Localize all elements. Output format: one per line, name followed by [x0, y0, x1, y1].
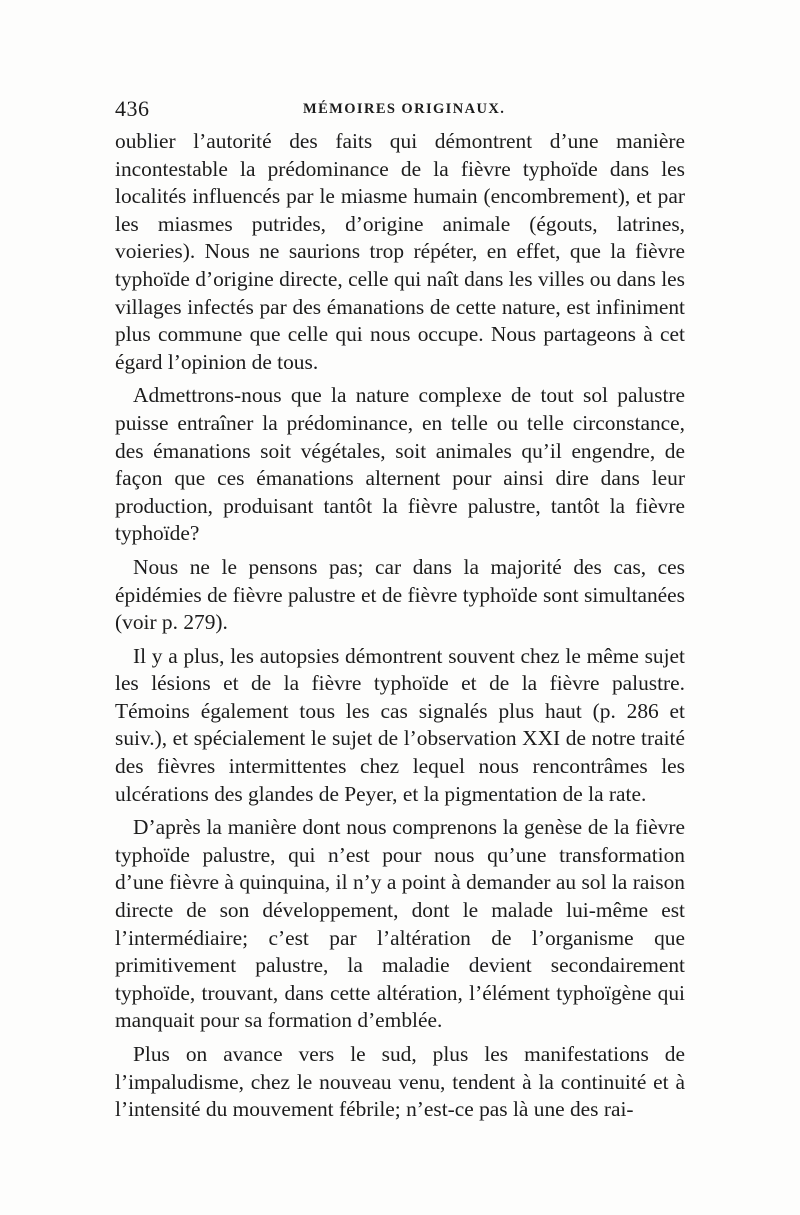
paragraph: oublier l’autorité des faits qui démontrent d’une manière incontestable la prédominance de la fièvre typhoïde dans les localités influencés par le miasme humain (encombrement), et par les miasmes putrides, d’origine animale (égouts, latrines, voieries). Nous ne saurions trop répéter, en effet, que la fièvre typhoïde d’origine directe, celle qui naît dans les villes ou dans les villages infectés par des émanations de cette nature, est infiniment plus commune que celle qui nous occupe. Nous partageons à cet égard l’opinion de tous.: [115, 129, 685, 374]
running-title: MÉMOIRES ORIGINAUX.: [303, 101, 506, 117]
paragraph: Plus on avance vers le sud, plus les manifestations de l’impaludisme, chez le nouveau venu, tendent à la continuité et à l’intensité du mouvement fébrile; n’est-ce pas là une des rai-: [115, 1042, 685, 1122]
paragraph: D’après la manière dont nous comprenons la genèse de la fièvre typhoïde palustre, qui n’est pour nous qu’une transformation d’une fièvre à quinquina, il n’y a point à demander au sol la raison directe de son développement, dont le malade lui-même est l’intermédiaire; c’est par l’altération de l’organisme que primitivement palustre, la maladie devient secondairement typhoïde, trouvant, dans cette altération, l’élément typhoïgène qui manquait pour sa formation d’emblée.: [115, 815, 685, 1033]
paragraph: Il y a plus, les autopsies démontrent souvent chez le même sujet les lésions et de la fièvre typhoïde et de la fièvre palustre. Témoins également tous les cas signalés plus haut (p. 286 et suiv.), et spécialement le sujet de l’observation XXI de notre traité des fièvres intermittentes chez lequel nous rencontrâmes les ulcérations des glandes de Peyer, et la pigmentation de la rate.: [115, 643, 685, 806]
page-body: [115, 128, 685, 1130]
page-header: [115, 96, 685, 128]
paragraph: Admettrons-nous que la nature complexe de tout sol palustre puisse entraîner la prédominance, en telle ou telle circonstance, des émanations soit végétales, soit animales qu’il engendre, de façon que ces émanations alternent pour ainsi dire dans leur production, produisant tantôt la fièvre palustre, tantôt la fièvre typhoïde?: [115, 383, 685, 546]
page-number: 436: [115, 96, 150, 121]
paragraph: Nous ne le pensons pas; car dans la majorité des cas, ces épidémies de fièvre palustre et de fièvre typhoïde sont simultanées (voir p. 279).: [115, 554, 685, 635]
